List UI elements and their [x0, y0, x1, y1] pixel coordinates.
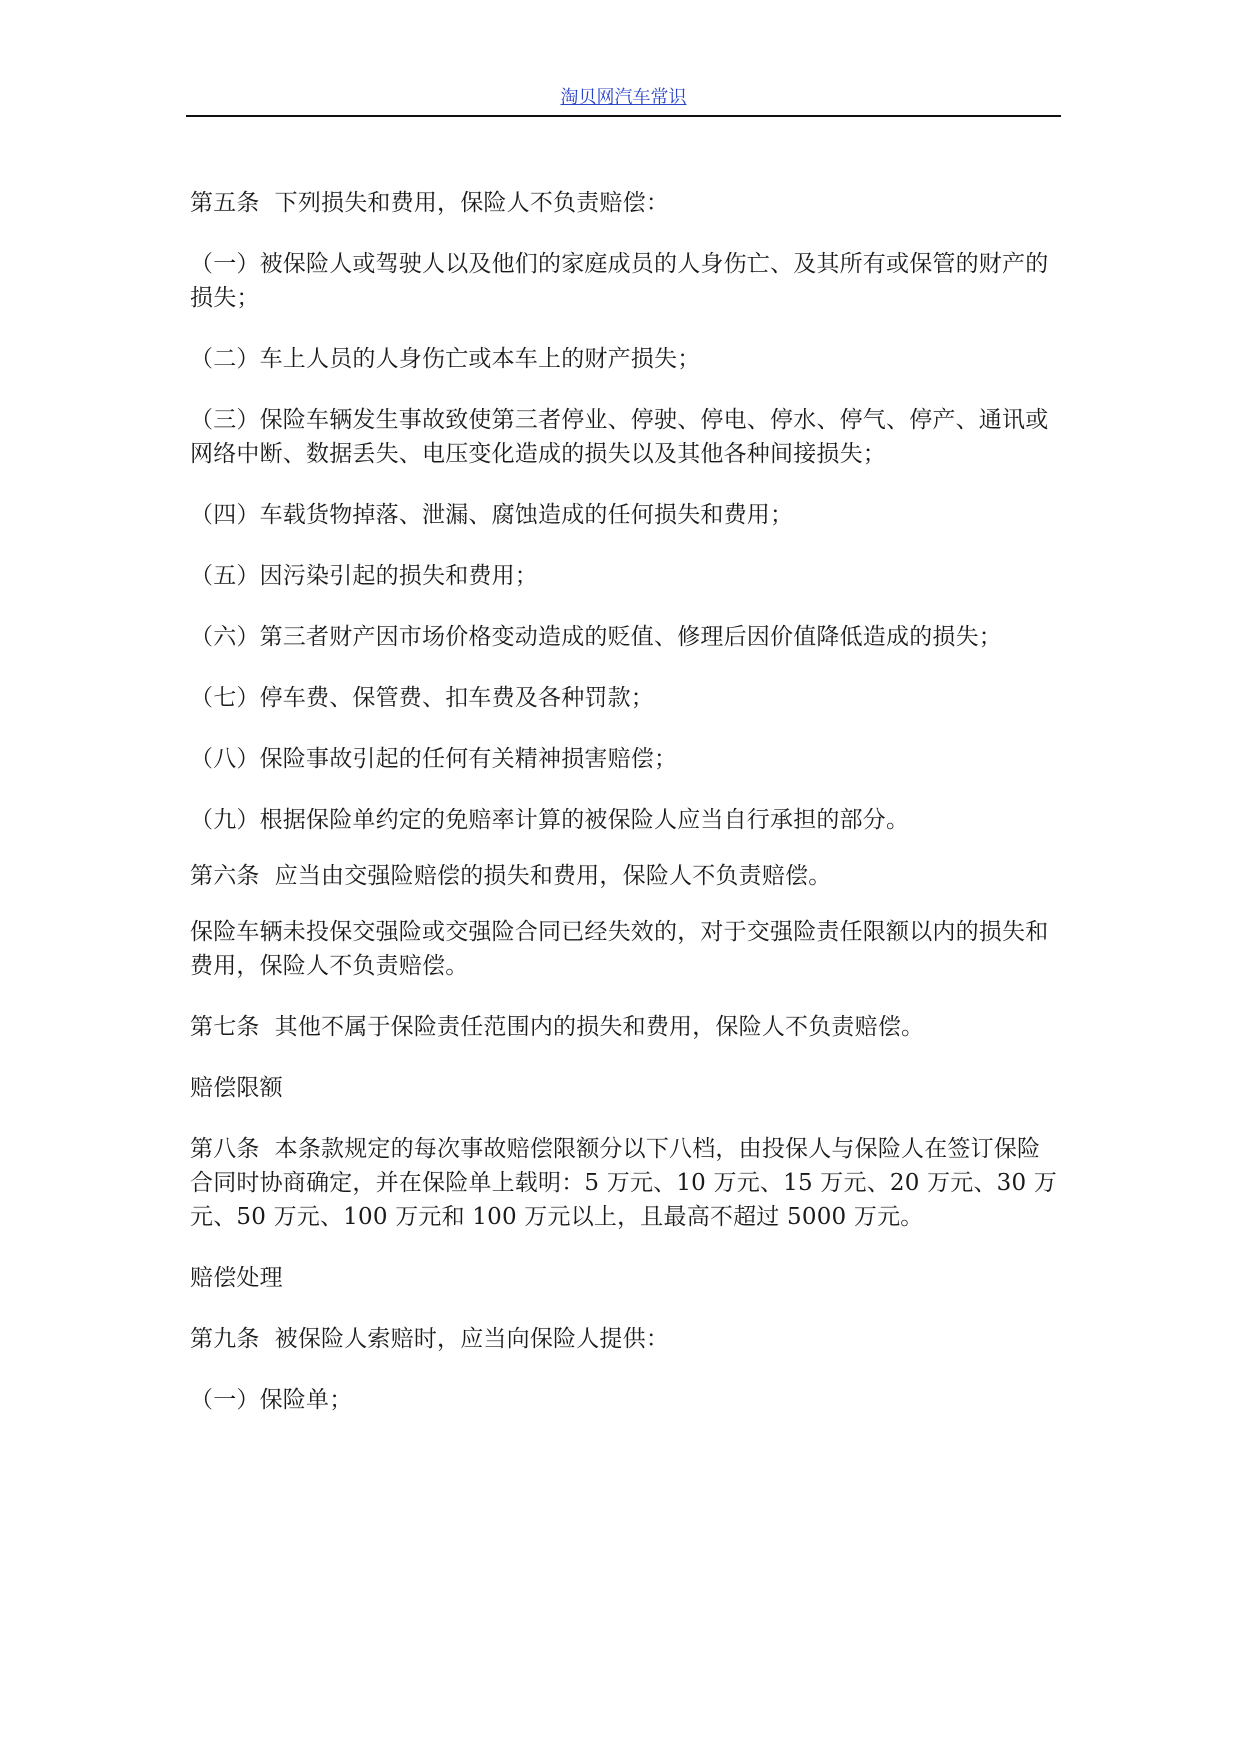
header-divider: [186, 115, 1061, 117]
page-header: [186, 86, 1061, 110]
clause-5-heading: 第五条 下列损失和费用，保险人不负责赔偿：: [190, 190, 670, 216]
clause-5-item-5: （五）因污染引起的损失和费用；: [190, 563, 538, 589]
clause-6-body: 保险车辆未投保交强险或交强险合同已经失效的，对于交强险责任限额以内的损失和费用，保险人不负责赔偿。: [190, 919, 1049, 979]
clause-5-item-6: （六）第三者财产因市场价格变动造成的贬值、修理后因价值降低造成的损失；: [190, 624, 1002, 650]
clause-8-body: 第八条 本条款规定的每次事故赔偿限额分以下八档，由投保人与保险人在签订保险合同时协商确定，并在保险单上载明：5 万元、10 万元、15 万元、20 万元、30 万元、50 万元、100 万元和 100 万元以上，且最高不超过 5000 万元。: [190, 1136, 1058, 1230]
clause-5-item-8: （八）保险事故引起的任何有关精神损害赔偿；: [190, 746, 678, 772]
clause-5-item-2: （二）车上人员的人身伤亡或本车上的财产损失；: [190, 346, 701, 372]
document-body: [190, 186, 1060, 1417]
clause-5-item-9: （九）根据保险单约定的免赔率计算的被保险人应当自行承担的部分。: [190, 807, 910, 833]
clause-5-item-1: （一）被保险人或驾驶人以及他们的家庭成员的人身伤亡、及其所有或保管的财产的损失；: [190, 251, 1049, 311]
clause-5-item-4: （四）车载货物掉落、泄漏、腐蚀造成的任何损失和费用；: [190, 502, 794, 528]
header-link[interactable]: 淘贝网汽车常识: [560, 87, 687, 108]
clause-9-heading: 第九条 被保险人索赔时，应当向保险人提供：: [190, 1326, 670, 1352]
clause-5-item-3: （三）保险车辆发生事故致使第三者停业、停驶、停电、停水、停气、停产、通讯或网络中断、数据丢失、电压变化造成的损失以及其他各种间接损失；: [190, 407, 1049, 467]
clause-6-heading: 第六条 应当由交强险赔偿的损失和费用，保险人不负责赔偿。: [190, 863, 832, 889]
section-title-compensation-limit: 赔偿限额: [190, 1075, 283, 1101]
clause-7-heading: 第七条 其他不属于保险责任范围内的损失和费用，保险人不负责赔偿。: [190, 1014, 925, 1040]
section-title-claim-handling: 赔偿处理: [190, 1265, 283, 1291]
clause-9-item-1: （一）保险单；: [190, 1387, 353, 1413]
clause-5-item-7: （七）停车费、保管费、扣车费及各种罚款；: [190, 685, 654, 711]
